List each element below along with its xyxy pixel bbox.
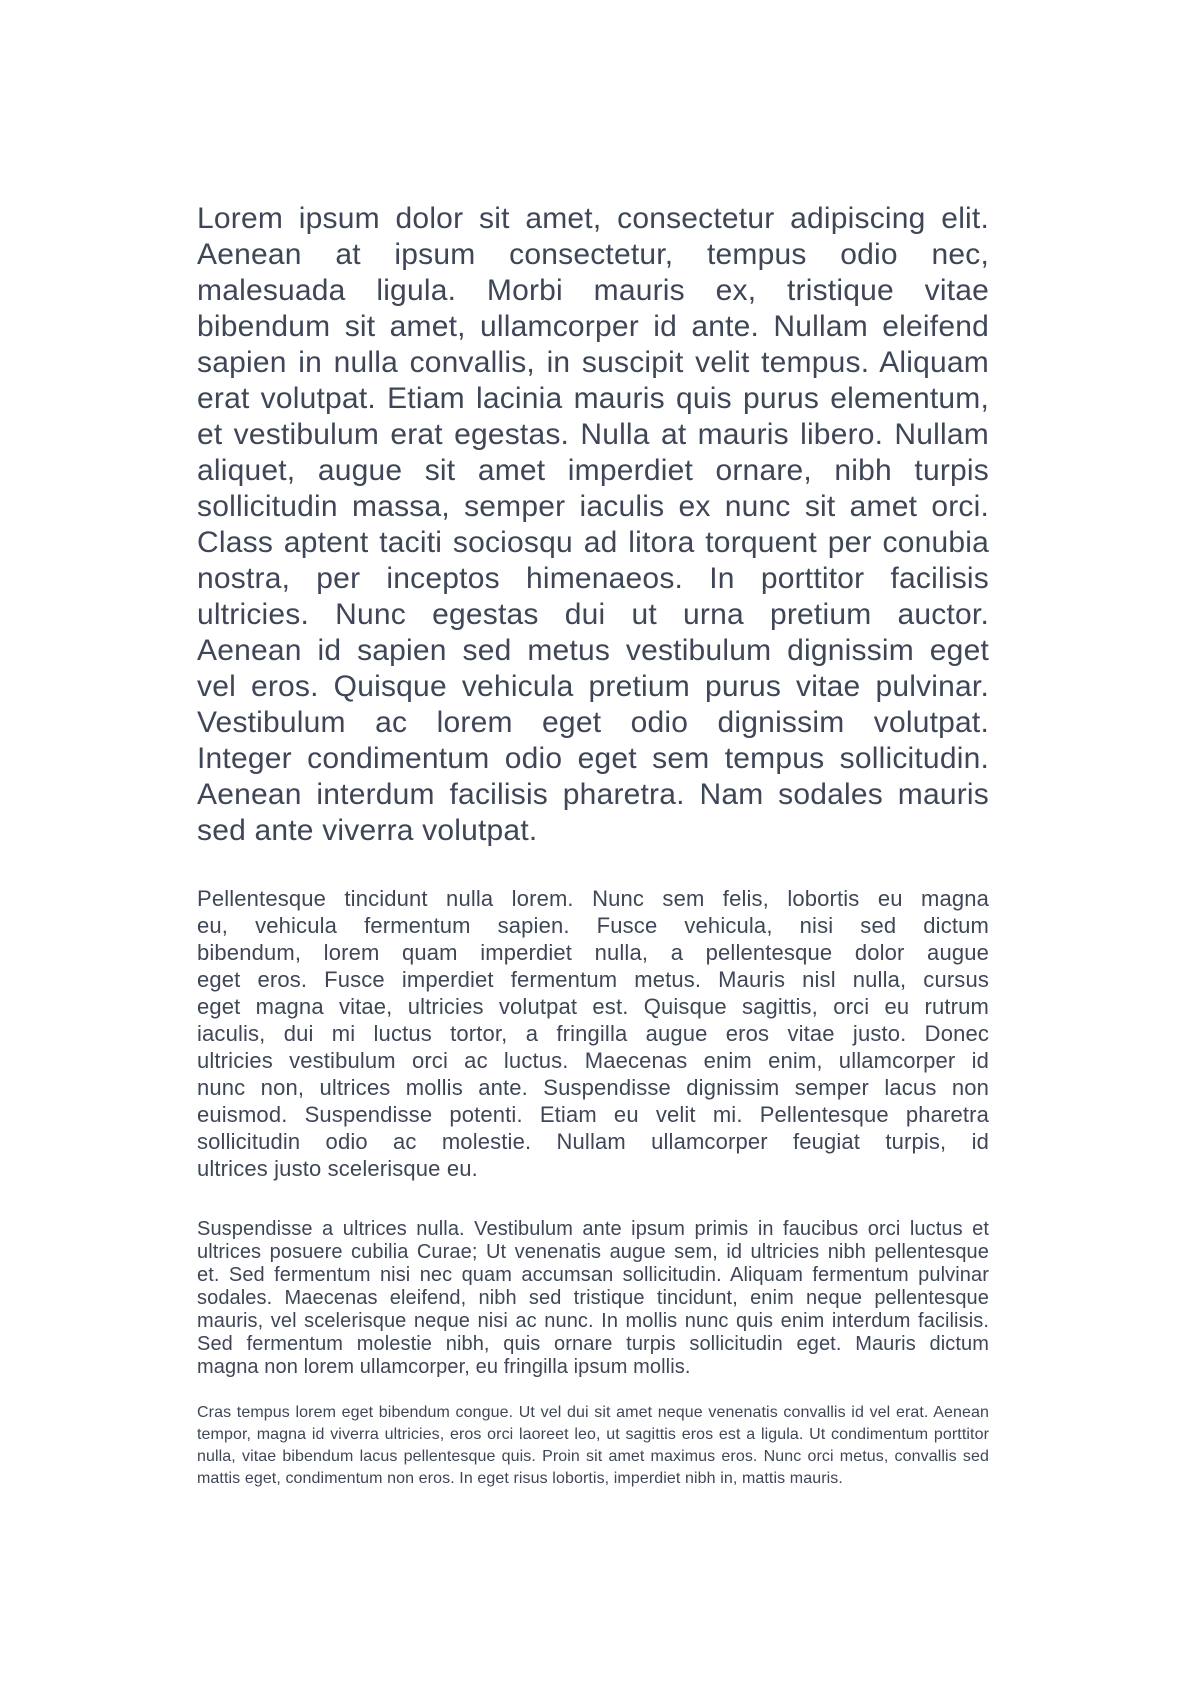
text-line: nulla, vitae bibendum lacus pellentesque quis. Proin sit amet maximus eros. Nunc orci metus, convallis sed <box>197 1448 989 1465</box>
paragraph-2 <box>197 885 989 1182</box>
text-line: ultricies. Nunc egestas dui ut urna pretium auctor. <box>197 598 989 631</box>
text-line: sapien in nulla convallis, in suscipit velit tempus. Aliquam <box>197 346 989 379</box>
text-line: sollicitudin odio ac molestie. Nullam ullamcorper feugiat turpis, id <box>197 1129 989 1154</box>
text-line: euismod. Suspendisse potenti. Etiam eu velit mi. Pellentesque pharetra <box>197 1102 989 1127</box>
text-line: magna non lorem ullamcorper, eu fringilla ipsum mollis. <box>197 1356 691 1378</box>
text-line: bibendum, lorem quam imperdiet nulla, a pellentesque dolor augue <box>197 940 989 965</box>
text-line: Pellentesque tincidunt nulla lorem. Nunc sem felis, lobortis eu magna <box>197 886 989 911</box>
text-line: et vestibulum erat egestas. Nulla at mauris libero. Nullam <box>197 418 989 451</box>
text-line: nunc non, ultrices mollis ante. Suspendisse dignissim semper lacus non <box>197 1075 989 1100</box>
text-line: sodales. Maecenas eleifend, nibh sed tristique tincidunt, enim neque pellentesque <box>197 1287 989 1309</box>
text-line: Cras tempus lorem eget bibendum congue. Ut vel dui sit amet neque venenatis convallis id vel erat. Aenean <box>197 1404 989 1421</box>
text-line: Vestibulum ac lorem eget odio dignissim volutpat. <box>197 706 989 739</box>
text-line: Integer condimentum odio eget sem tempus sollicitudin. <box>197 742 989 775</box>
text-line: nostra, per inceptos himenaeos. In porttitor facilisis <box>197 562 989 595</box>
paragraph-3 <box>197 1218 989 1379</box>
text-line: mauris, vel scelerisque neque nisi ac nunc. In mollis nunc quis enim interdum facilisis. <box>197 1310 989 1332</box>
text-line: eget eros. Fusce imperdiet fermentum metus. Mauris nisl nulla, cursus <box>197 967 989 992</box>
text-line: Class aptent taciti sociosqu ad litora torquent per conubia <box>197 526 989 559</box>
paragraph-4 <box>197 1402 989 1490</box>
text-line: ultricies vestibulum orci ac luctus. Maecenas enim enim, ullamcorper id <box>197 1048 989 1073</box>
text-line: vel eros. Quisque vehicula pretium purus vitae pulvinar. <box>197 670 989 703</box>
text-line: Sed fermentum molestie nibh, quis ornare turpis sollicitudin eget. Mauris dictum <box>197 1333 989 1355</box>
text-line: et. Sed fermentum nisi nec quam accumsan sollicitudin. Aliquam fermentum pulvinar <box>197 1264 989 1286</box>
text-line: sollicitudin massa, semper iaculis ex nunc sit amet orci. <box>197 490 989 523</box>
text-line: Lorem ipsum dolor sit amet, consectetur adipiscing elit. <box>197 202 989 235</box>
paragraph-1 <box>197 201 989 849</box>
text-line: erat volutpat. Etiam lacinia mauris quis purus elementum, <box>197 382 989 415</box>
text-line: ultrices posuere cubilia Curae; Ut venenatis augue sem, id ultricies nibh pellentesque <box>197 1241 989 1263</box>
text-line: malesuada ligula. Morbi mauris ex, tristique vitae <box>197 274 989 307</box>
text-line: Suspendisse a ultrices nulla. Vestibulum ante ipsum primis in faucibus orci luctus et <box>197 1218 989 1240</box>
text-column <box>197 201 989 1490</box>
text-line: eu, vehicula fermentum sapien. Fusce vehicula, nisi sed dictum <box>197 913 989 938</box>
text-line: iaculis, dui mi luctus tortor, a fringilla augue eros vitae justo. Donec <box>197 1021 989 1046</box>
text-line: eget magna vitae, ultricies volutpat est. Quisque sagittis, orci eu rutrum <box>197 994 989 1019</box>
text-line: aliquet, augue sit amet imperdiet ornare, nibh turpis <box>197 454 989 487</box>
text-line: sed ante viverra volutpat. <box>197 814 538 847</box>
text-line: mattis eget, condimentum non eros. In eget risus lobortis, imperdiet nibh in, mattis mauris. <box>197 1470 843 1487</box>
text-line: bibendum sit amet, ullamcorper id ante. Nullam eleifend <box>197 310 989 343</box>
text-line: Aenean at ipsum consectetur, tempus odio nec, <box>197 238 989 271</box>
text-line: Aenean interdum facilisis pharetra. Nam sodales mauris <box>197 778 989 811</box>
text-line: ultrices justo scelerisque eu. <box>197 1156 478 1181</box>
text-line: Aenean id sapien sed metus vestibulum dignissim eget <box>197 634 989 667</box>
text-line: tempor, magna id viverra ultricies, eros orci laoreet leo, ut sagittis eros est a ligula. Ut condimentum porttitor <box>197 1426 989 1443</box>
